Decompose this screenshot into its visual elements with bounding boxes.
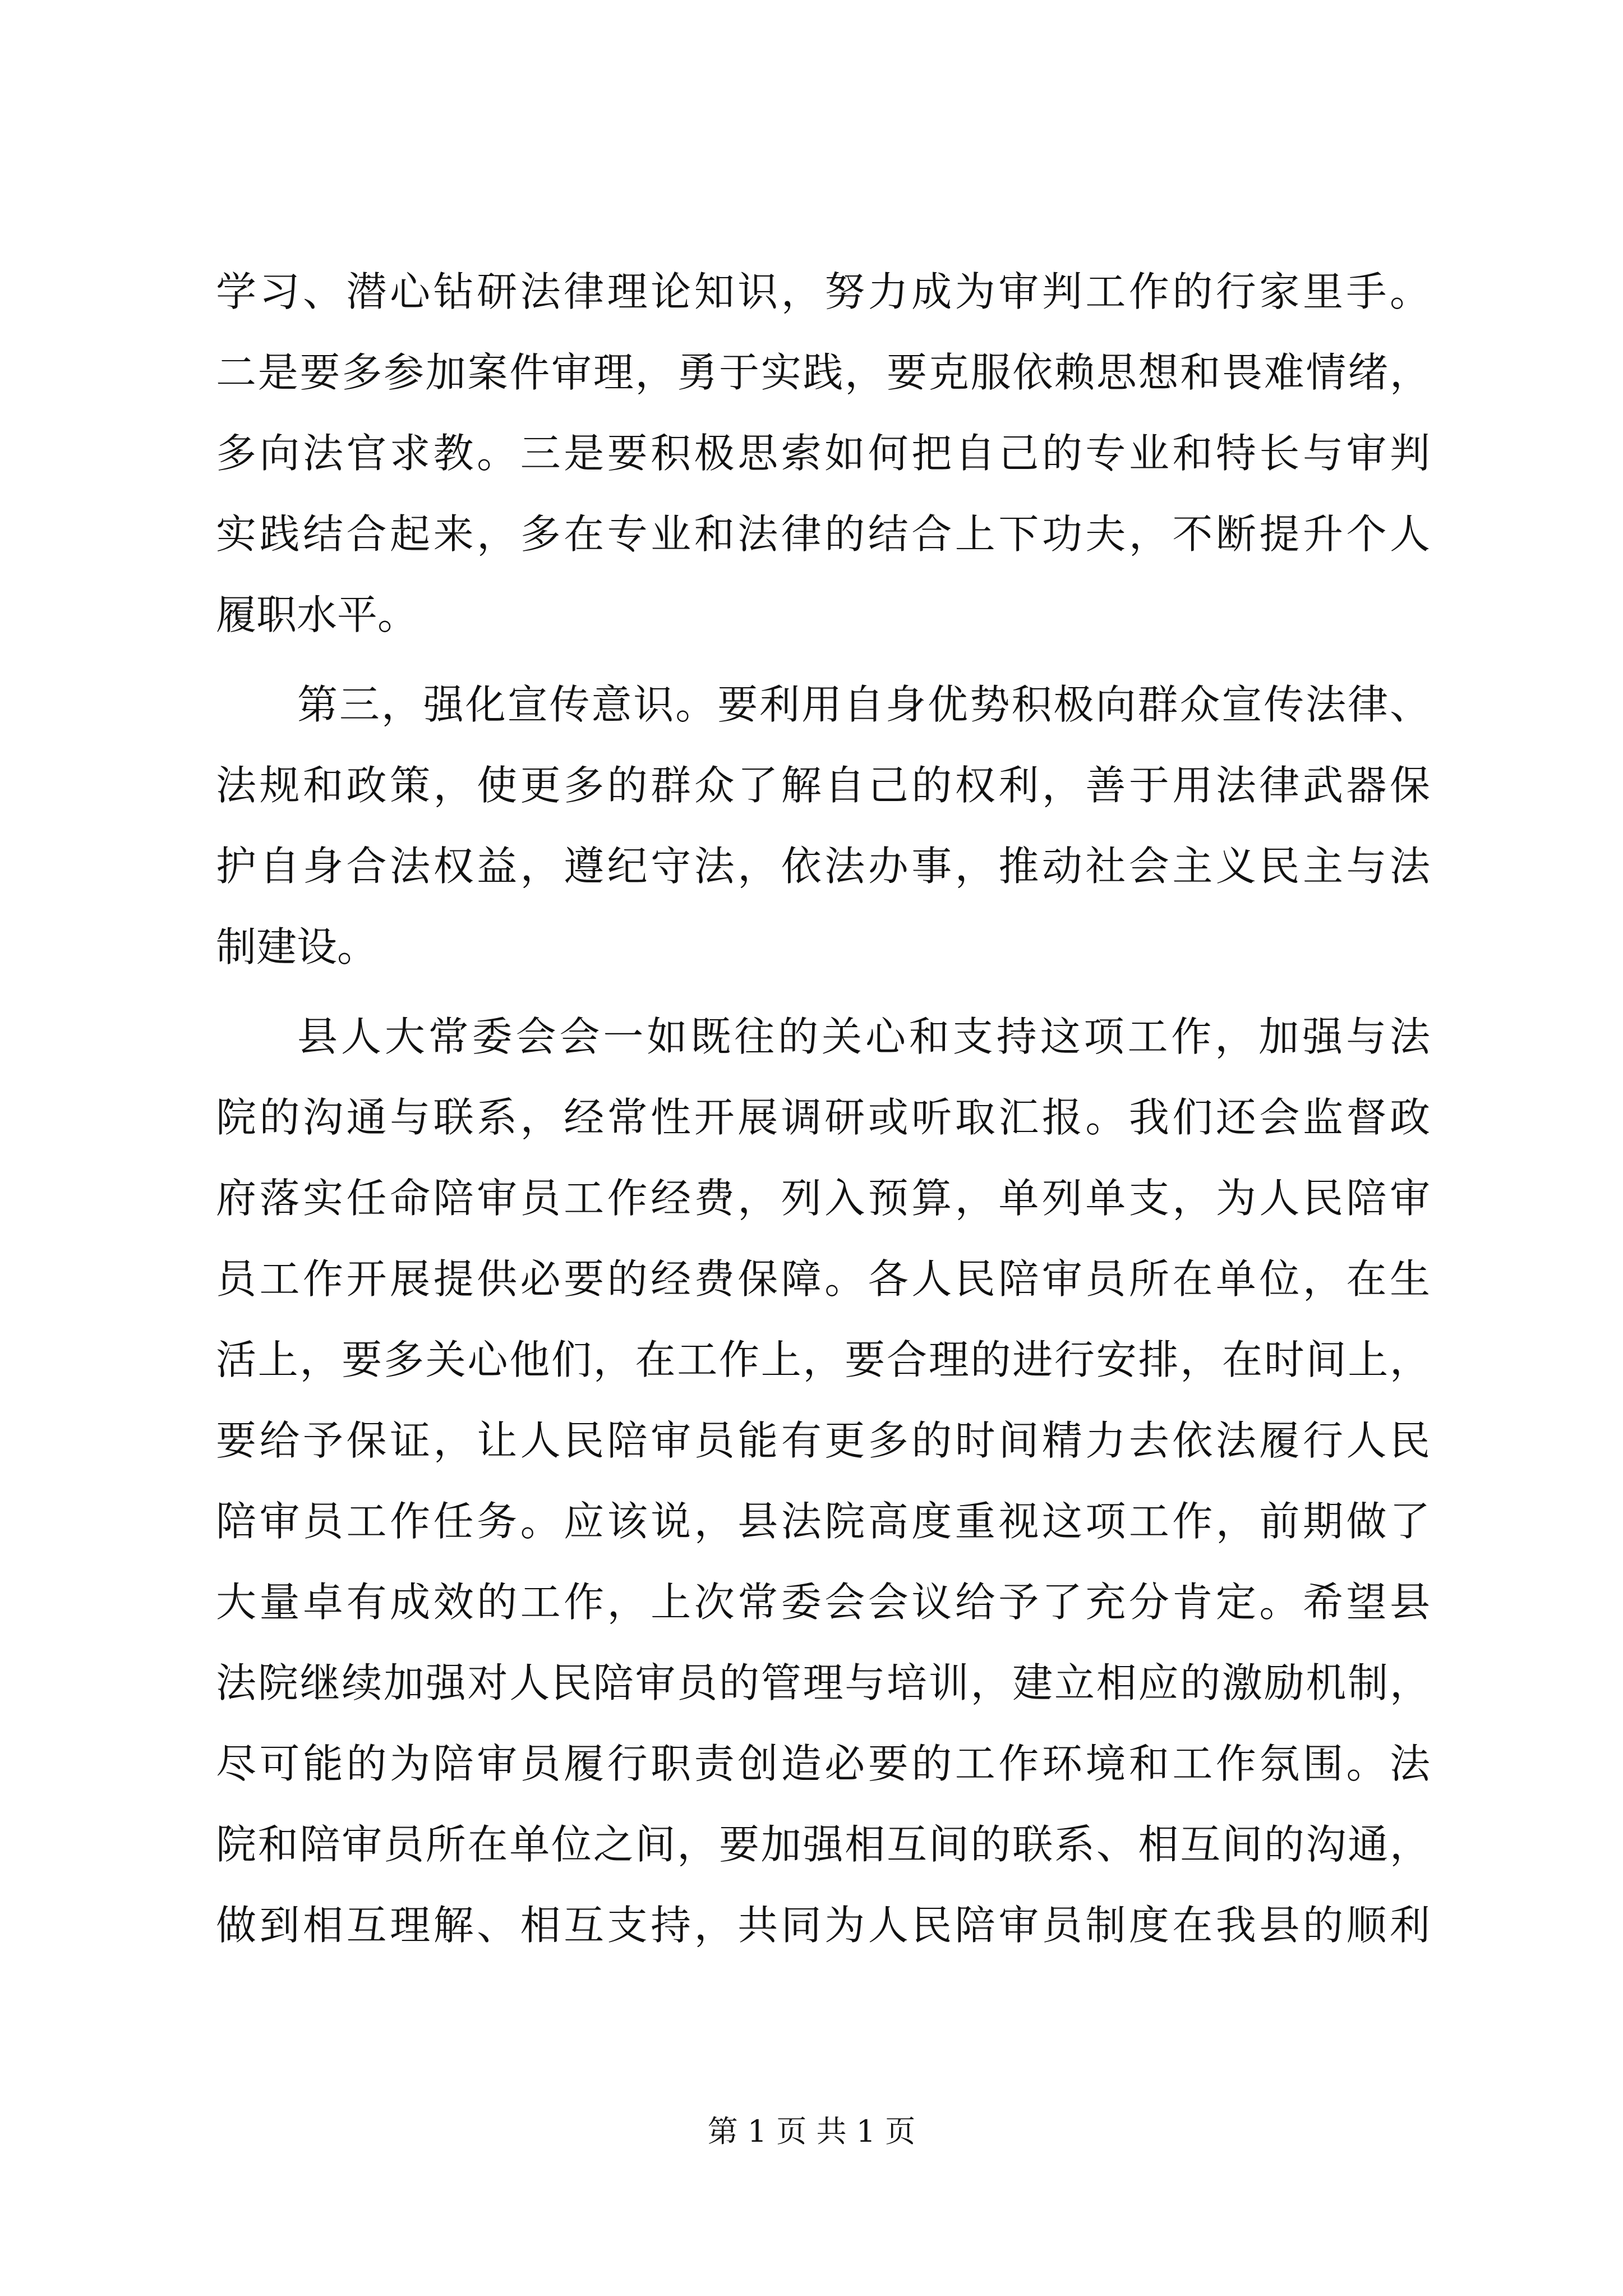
body-text-line: 履职水平。 — [216, 591, 418, 638]
body-text-line: 法规和政策，使更多的群众了解自己的权利，善于用法律武器保 — [216, 762, 1430, 809]
body-text-line: 院和陪审员所在单位之间，要加强相互间的联系、相互间的沟通， — [216, 1821, 1430, 1868]
body-text-line: 陪审员工作任务。应该说，县法院高度重视这项工作，前期做了 — [216, 1498, 1430, 1545]
page-footer: 第 1 页 共 1 页 — [707, 2114, 916, 2149]
body-text-line: 尽可能的为陪审员履行职责创造必要的工作环境和工作氛围。法 — [216, 1740, 1430, 1787]
body-text-line: 法院继续加强对人民陪审员的管理与培训，建立相应的激励机制， — [216, 1659, 1430, 1706]
body-text-line: 护自身合法权益，遵纪守法，依法办事，推动社会主义民主与法 — [216, 843, 1430, 890]
body-text-line: 制建设。 — [216, 923, 378, 970]
paragraph-first-line: 第三，强化宣传意识。要利用自身优势积极向群众宣传法律、 — [297, 681, 1430, 728]
body-text-line: 府落实任命陪审员工作经费，列入预算，单列单支，为人民陪审 — [216, 1175, 1430, 1222]
body-text-line: 员工作开展提供必要的经费保障。各人民陪审员所在单位，在生 — [216, 1255, 1430, 1303]
body-text-line: 院的沟通与联系，经常性开展调研或听取汇报。我们还会监督政 — [216, 1094, 1430, 1141]
body-text-line: 做到相互理解、相互支持，共同为人民陪审员制度在我县的顺利 — [216, 1902, 1430, 1949]
body-text-line: 多向法官求教。三是要积极思索如何把自己的专业和特长与审判 — [216, 430, 1430, 477]
body-text-line: 学习、潜心钻研法律理论知识，努力成为审判工作的行家里手。 — [216, 268, 1430, 315]
body-text-line: 实践结合起来，多在专业和法律的结合上下功夫，不断提升个人 — [216, 510, 1430, 558]
body-text-line: 活上，要多关心他们，在工作上，要合理的进行安排，在时间上， — [216, 1336, 1430, 1383]
body-text-line: 二是要多参加案件审理，勇于实践，要克服依赖思想和畏难情绪， — [216, 349, 1430, 396]
paragraph-first-line: 县人大常委会会一如既往的关心和支持这项工作，加强与法 — [297, 1013, 1430, 1060]
body-text-line: 大量卓有成效的工作，上次常委会会议给予了充分肯定。希望县 — [216, 1579, 1430, 1626]
body-text-line: 要给予保证，让人民陪审员能有更多的时间精力去依法履行人民 — [216, 1417, 1430, 1464]
